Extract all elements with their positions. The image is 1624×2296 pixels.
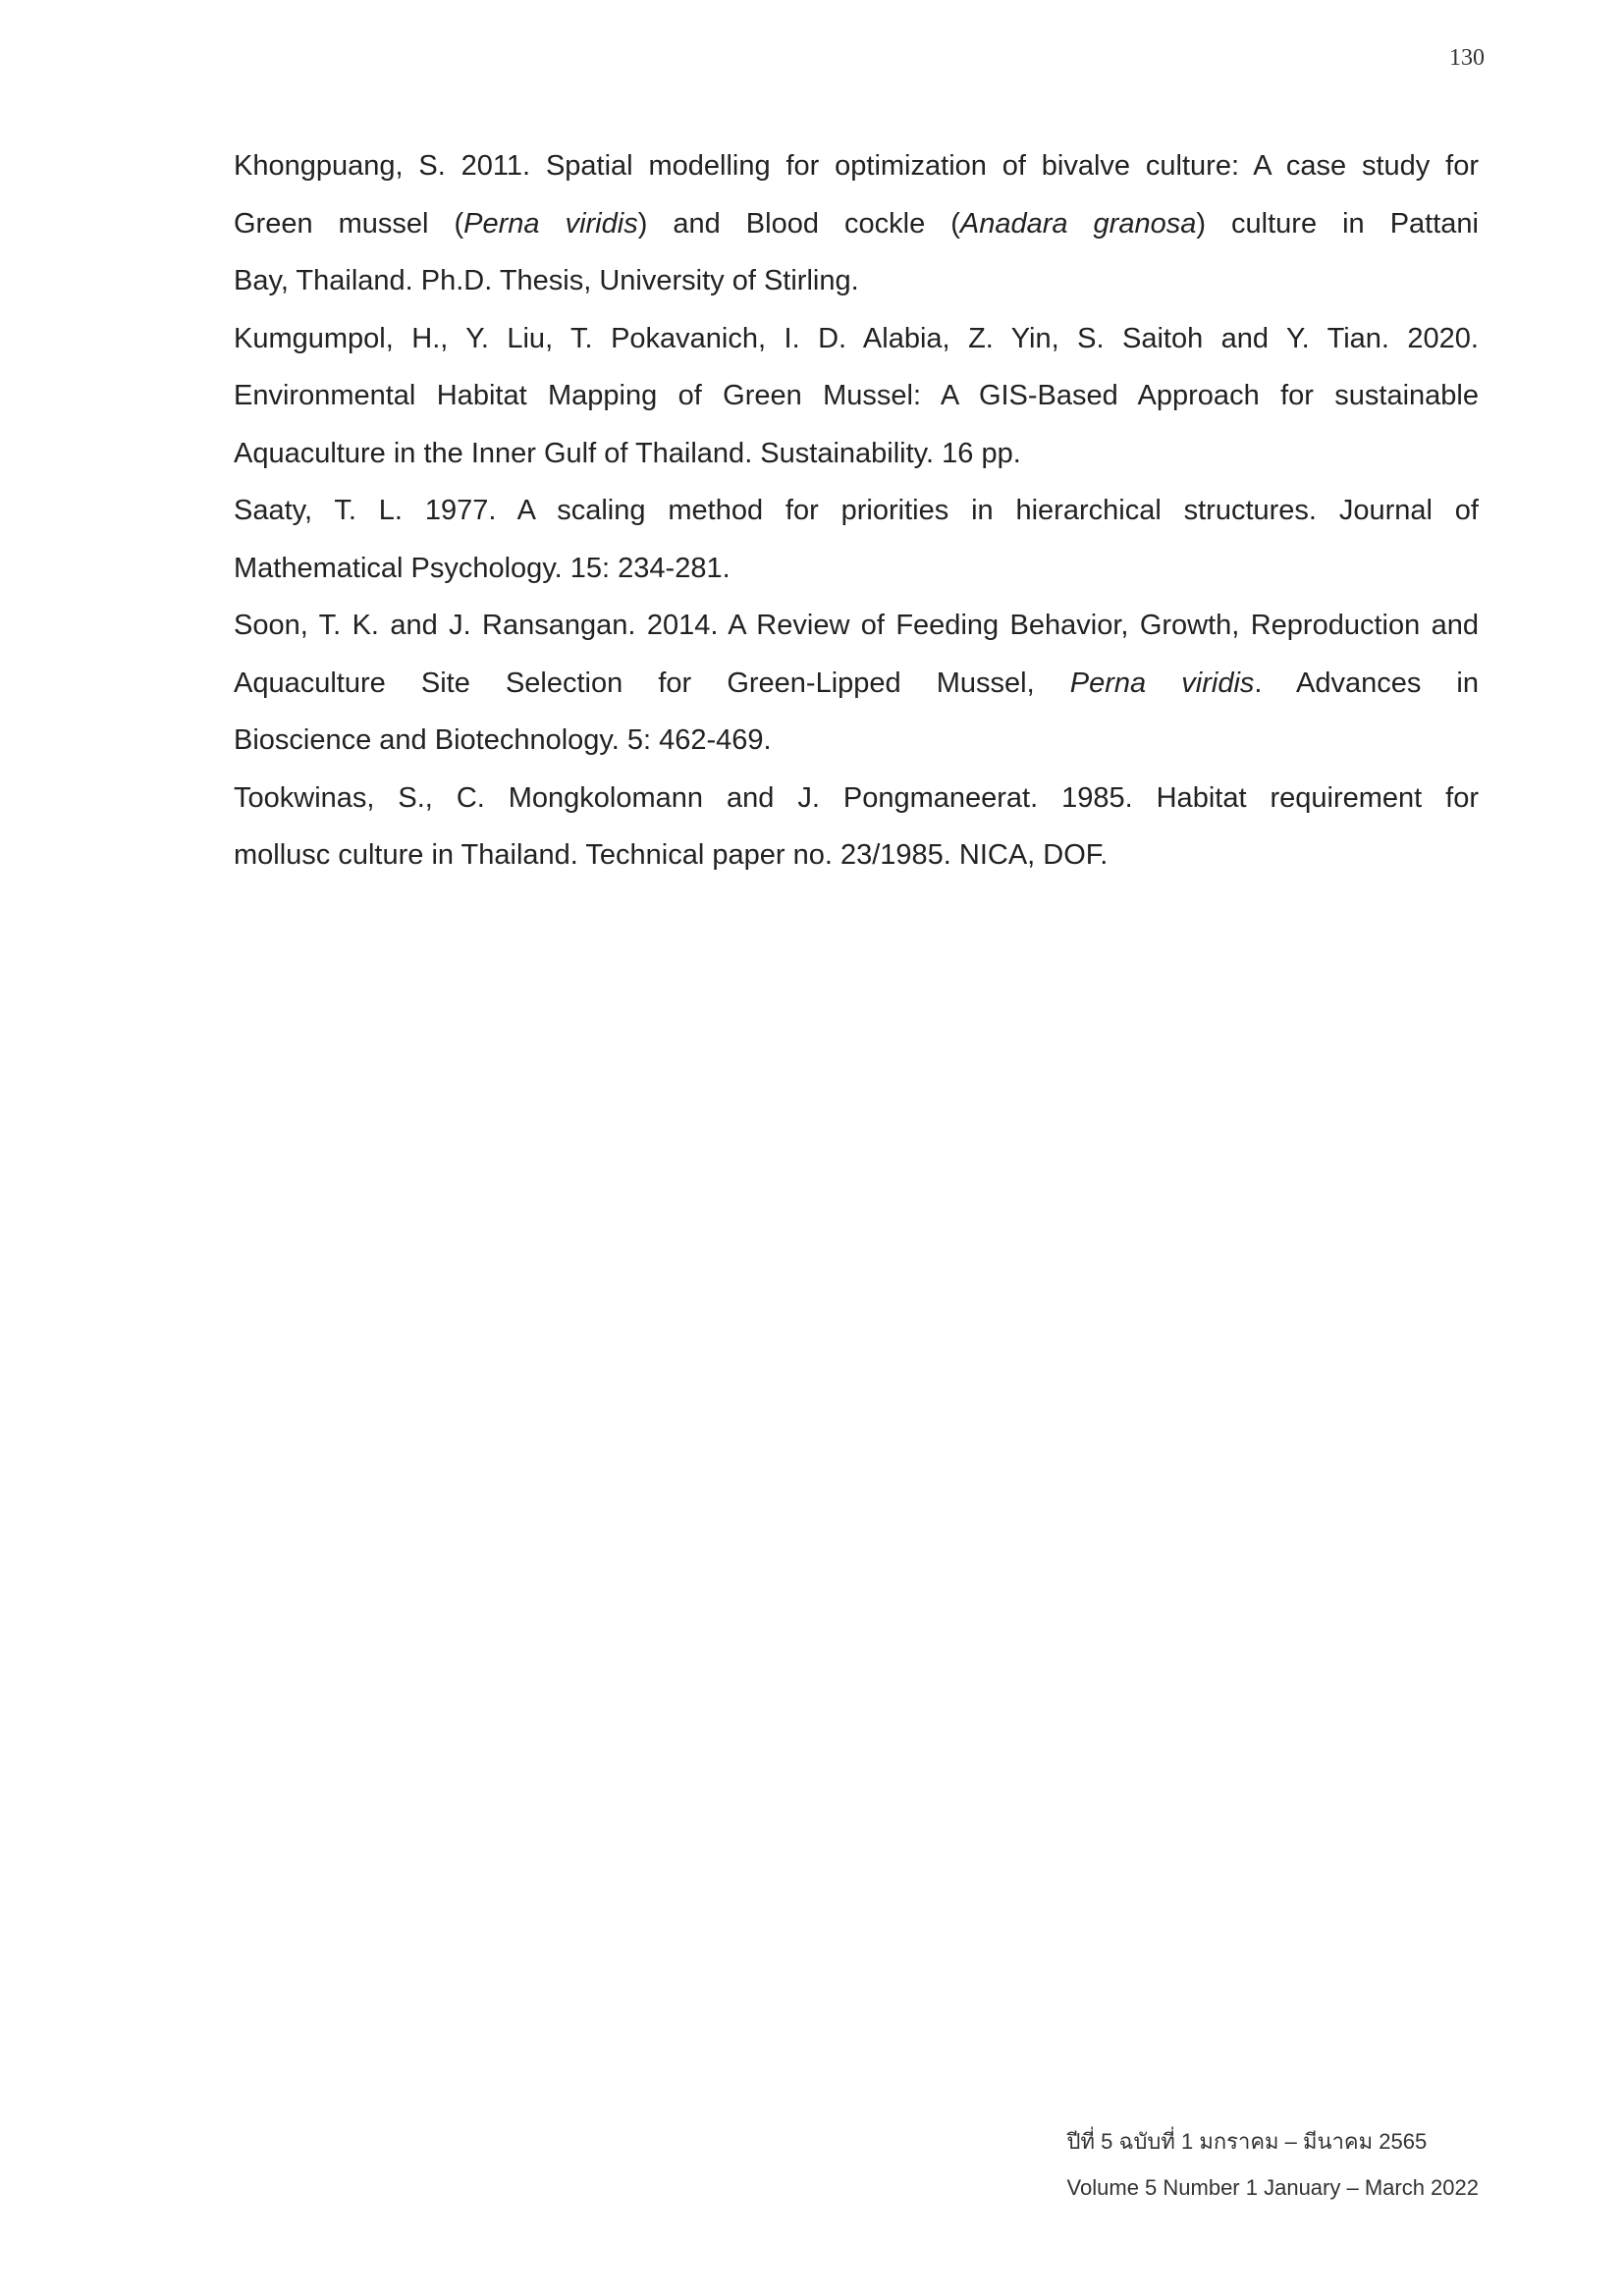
reference-text: Aquaculture in the Inner Gulf of Thailand. Sustainability. 16 pp. (234, 437, 1021, 469)
reference-text: Bay, Thailand. Ph.D. Thesis, University of Stirling. (234, 265, 859, 296)
reference-line (234, 655, 1480, 713)
reference-line (234, 195, 1479, 253)
reference-line (234, 482, 1479, 540)
page-number: 130 (1449, 45, 1485, 71)
reference-text: mollusc culture in Thailand. Technical paper no. 23/1985. NICA, DOF. (234, 839, 1109, 871)
reference-entry (234, 482, 1479, 597)
reference-entry (234, 770, 1479, 884)
reference-line (234, 770, 1479, 828)
reference-text: Khongpuang, S. 2011. Spatial modelling for optimization of bivalve culture: A case study for (234, 150, 1479, 182)
reference-text: ) and Blood cockle ( (637, 207, 960, 240)
species-name: Perna viridis (463, 207, 638, 240)
reference-text: Kumgumpol, H., Y. Liu, T. Pokavanich, I. D. Alabia, Z. Yin, S. Saitoh and Y. Tian. 2020. (234, 322, 1479, 354)
reference-text: Soon, T. K. and J. Ransangan. 2014. A Review of Feeding Behavior, Growth, Reproduction and (234, 610, 1479, 641)
reference-text: Green mussel ( (234, 207, 464, 240)
reference-text: Bioscience and Biotechnology. 5: 462-469. (234, 724, 772, 756)
reference-line (234, 367, 1479, 425)
reference-line (234, 137, 1479, 195)
footer (1067, 2118, 1479, 2211)
footer-thai: ปีที่ 5 ฉบับที่ 1 มกราคม – มีนาคม 2565 (1066, 2129, 1428, 2154)
reference-line (234, 252, 1479, 310)
footer-english: Volume 5 Number 1 January – March 2022 (1066, 2175, 1479, 2200)
reference-list (234, 137, 1479, 884)
reference-text: Environmental Habitat Mapping of Green Mussel: A GIS-Based Approach for sustainable (234, 380, 1479, 411)
reference-line (234, 597, 1479, 655)
reference-text: Mathematical Psychology. 15: 234-281. (234, 552, 731, 584)
reference-text: ) culture in Pattani (1196, 207, 1479, 240)
species-name: Anadara granosa (959, 207, 1197, 240)
reference-line (234, 310, 1479, 368)
reference-line (234, 540, 1479, 598)
species-name: Perna viridis (1069, 667, 1255, 699)
reference-line (234, 425, 1479, 483)
reference-text: Aquaculture Site Selection for Green-Lipped Mussel, (234, 667, 1070, 699)
reference-entry (234, 597, 1479, 770)
reference-text: . Advances in (1254, 667, 1480, 699)
reference-text: Tookwinas, S., C. Mongkolomann and J. Pongmaneerat. 1985. Habitat requirement for (234, 781, 1479, 814)
reference-line (234, 827, 1479, 884)
reference-line (234, 712, 1479, 770)
reference-entry (234, 310, 1479, 483)
reference-entry (234, 137, 1479, 310)
reference-text: Saaty, T. L. 1977. A scaling method for priorities in hierarchical structures. Journal of (234, 495, 1479, 526)
